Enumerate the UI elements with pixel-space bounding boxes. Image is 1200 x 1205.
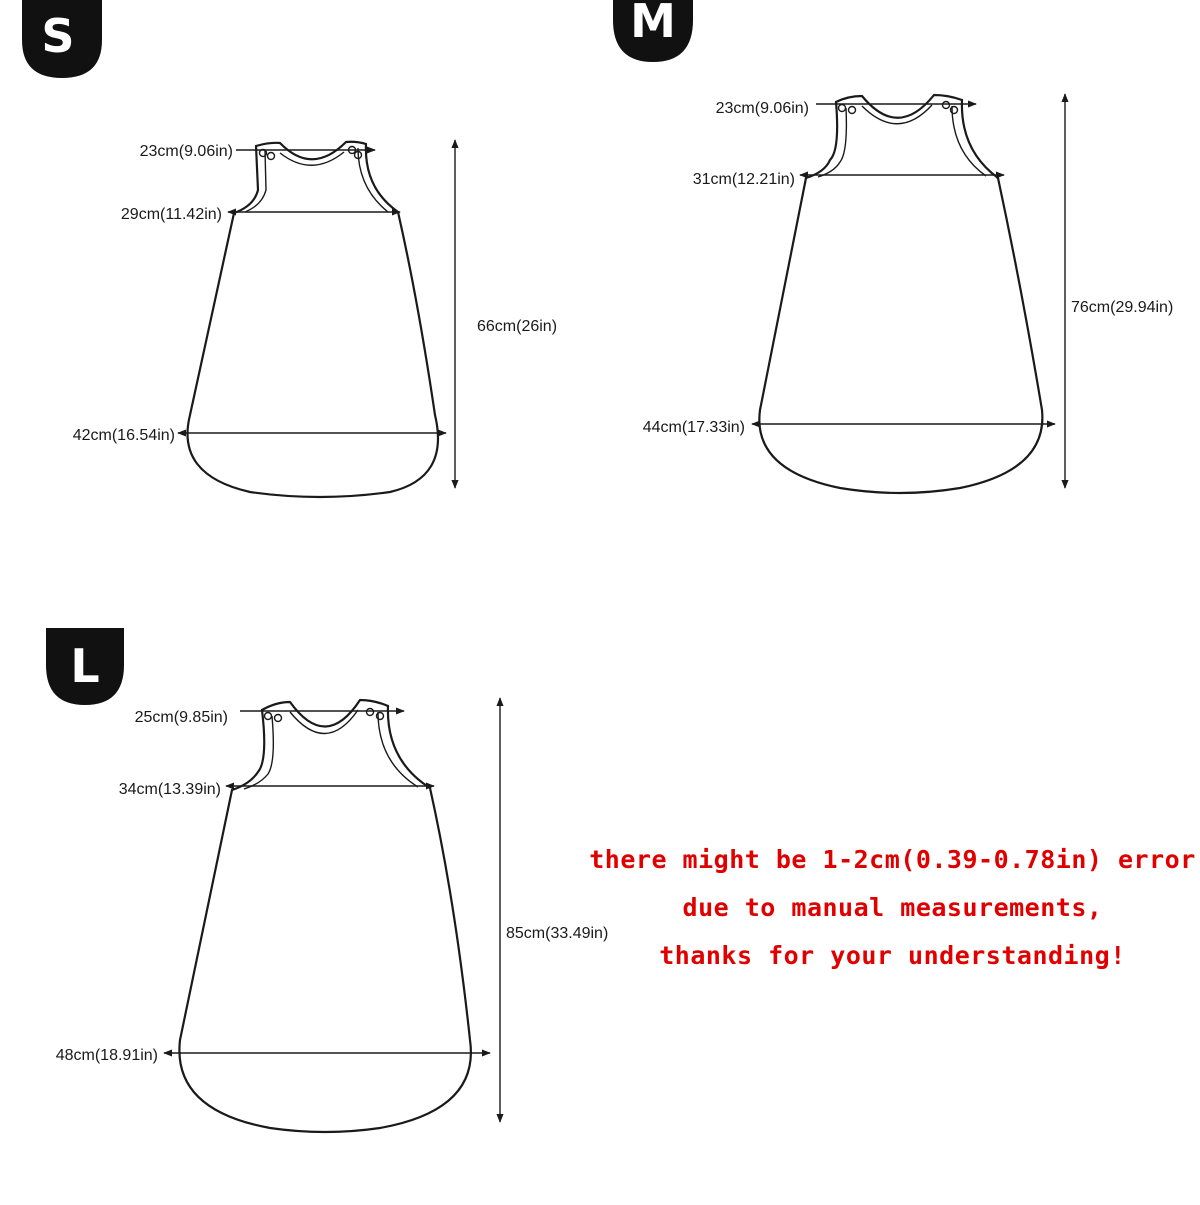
- size-m-measurements: [643, 94, 1174, 488]
- size-s-diagram: [22, 0, 557, 497]
- size-s-chest-label: 29cm(11.42in): [120, 206, 222, 223]
- error-note-line-1: there might be 1-2cm(0.39-0.78in) error: [589, 845, 1196, 874]
- size-l-length-label: 85cm(33.49in): [506, 925, 609, 942]
- size-s-sleeping-bag-icon: [188, 142, 439, 497]
- size-l-chest-label: 34cm(13.39in): [118, 781, 221, 798]
- size-m-badge-label: M: [630, 0, 676, 48]
- size-l-bottom-label: 48cm(18.91in): [55, 1047, 158, 1064]
- size-l-sleeping-bag-icon: [179, 700, 471, 1132]
- size-l-shoulder-label: 25cm(9.85in): [134, 709, 228, 726]
- size-s-badge-label: S: [41, 9, 75, 63]
- error-note-line-2: due to manual measurements,: [682, 893, 1103, 922]
- size-l-badge: [46, 628, 124, 705]
- size-s-length-label: 66cm(26in): [477, 318, 558, 335]
- size-s-measurements: [73, 140, 557, 488]
- size-l-badge-label: L: [70, 639, 100, 693]
- size-m-badge: [613, 0, 693, 62]
- size-m-shoulder-label: 23cm(9.06in): [715, 100, 809, 117]
- size-l-measurements: [56, 698, 609, 1122]
- size-m-sleeping-bag-icon: [759, 95, 1042, 493]
- size-m-bottom-label: 44cm(17.33in): [642, 419, 745, 436]
- size-m-length-label: 76cm(29.94in): [1071, 299, 1174, 316]
- size-m-diagram: [613, 0, 1173, 493]
- size-m-chest-label: 31cm(12.21in): [692, 171, 795, 188]
- size-s-shoulder-label: 23cm(9.06in): [139, 143, 233, 160]
- error-note-line-3: thanks for your understanding!: [659, 941, 1126, 970]
- size-l-diagram: [46, 628, 608, 1132]
- size-s-badge: [22, 0, 102, 78]
- size-s-bottom-label: 42cm(16.54in): [72, 427, 175, 444]
